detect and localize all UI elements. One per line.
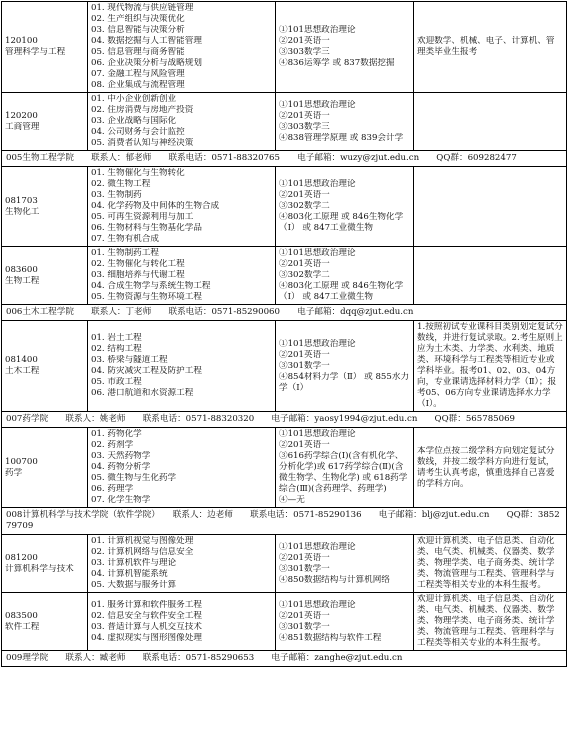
exam-subject: ②201英语一 (279, 610, 330, 621)
exam-subject: ④851数据结构与软件工程 (279, 632, 382, 643)
research-direction: 01. 药物化学 (91, 429, 142, 439)
notes-cell (414, 321, 567, 411)
major-code: 081400 (5, 355, 38, 365)
major-cell (2, 535, 88, 592)
research-direction: 05. 大数据与服务计算 (91, 580, 177, 590)
exam-subject: ②201英语一 (279, 552, 330, 563)
research-directions-cell (88, 2, 276, 92)
exam-subjects-cell (276, 428, 414, 507)
exam-subject: ④—无 (279, 495, 305, 505)
major-row (2, 2, 567, 93)
major-row (2, 247, 567, 305)
research-direction: 02. 生物催化与转化工程 (91, 259, 185, 269)
research-direction: 01. 生物制药工程 (91, 248, 159, 258)
school-header-row: 008计算机科学与技术学院（软件学院） 联系人：边老师 联系电话：0571-85290136 电子邮箱：blj@zjut.edu.cn QQ群：385279709 (2, 508, 567, 535)
exam-subjects-cell (276, 247, 414, 304)
research-direction: 02. 信息安全与软件安全工程 (91, 610, 202, 621)
major-row (2, 535, 567, 593)
exam-subject: ④854材料力学（Ⅱ） 或 855水力学（Ⅰ） (279, 371, 410, 393)
major-cell (2, 321, 88, 411)
exam-subjects-cell (276, 321, 414, 411)
major-cell (2, 593, 88, 650)
notes-cell (414, 593, 567, 650)
major-code: 100700 (5, 456, 38, 467)
research-direction: 03. 普适计算与人机交互技术 (91, 621, 202, 632)
exam-subject: ④850数据结构与计算机网络 (279, 574, 390, 585)
school-header-row: 006土木工程学院 联系人：丁老师 联系电话：0571-85290060 电子邮箱：dqq@zjut.edu.cn (2, 305, 567, 321)
research-direction: 05. 可再生资源利用与加工 (91, 212, 194, 222)
research-direction: 05. 生物资源与生物环境工程 (91, 292, 202, 302)
research-direction: 05. 信息管理与商务智能 (91, 47, 185, 57)
major-name: 计算机科学与技术 (5, 563, 74, 574)
research-direction: 05. 微生物与生化药学 (91, 473, 177, 483)
major-name: 管理科学与工程 (5, 47, 66, 57)
exam-subject: ③303数学三 (279, 121, 330, 132)
major-name: 工商管理 (5, 121, 40, 132)
exam-subject: ④838管理学原理 或 839会计学 (279, 132, 404, 143)
notes-text: 欢迎计算机类、电子信息类、自动化类、电气类、机械类、仪器类、数学类、物理学类、电子商务类、统计学类、物流管理与工程类、管理科学与工程类等相关专业的本科生报考。 (417, 536, 555, 590)
research-direction: 05. 市政工程 (91, 377, 142, 387)
research-directions-cell (88, 247, 276, 304)
exam-subject: ③616药学综合(Ⅰ)(含有机化学、分析化学)或 617药学综合(Ⅱ)(含微生物学、生物化学) 或 618药学综合(Ⅲ)(含药理学、药理学) (279, 451, 408, 494)
exam-subject: ②201英语一 (279, 36, 330, 46)
exam-subject: ①101思想政治理论 (279, 179, 356, 189)
major-name: 药学 (5, 467, 23, 478)
exam-subjects-cell (276, 167, 414, 246)
exam-subject: ③303数学三 (279, 47, 330, 57)
research-direction: 06. 生物材料与生物基化学品 (91, 223, 202, 233)
research-directions-cell (88, 93, 276, 150)
exam-subject: ③302数学二 (279, 201, 330, 211)
exam-subject: ②201英语一 (279, 190, 330, 200)
major-row (2, 93, 567, 151)
school-header-row: 005生物工程学院 联系人：郁老师 联系电话：0571-88320765 电子邮箱：wuzy@zjut.edu.cn QQ群：609282477 (2, 151, 567, 167)
research-direction: 08. 企业集成与流程管理 (91, 80, 185, 90)
notes-text: 欢迎计算机类、电子信息类、自动化类、电气类、机械类、仪器类、数学类、物理学类、电子商务类、统计学类、物流管理与工程类、管理科学与工程类等相关专业的本科生报考。 (417, 594, 555, 648)
exam-subject: ③301数学一 (279, 360, 330, 371)
exam-subject: ①101思想政治理论 (279, 599, 356, 610)
research-direction: 03. 细胞培养与代谢工程 (91, 270, 185, 280)
research-direction: 04. 数据挖掘与人工智能管理 (91, 36, 202, 46)
research-direction: 04. 公司财务与会计监控 (91, 127, 185, 137)
research-direction: 06. 企业决策分析与战略规划 (91, 58, 202, 68)
exam-subject: ②201英语一 (279, 440, 330, 450)
research-direction: 07. 生物有机合成 (91, 234, 159, 244)
major-cell (2, 167, 88, 246)
exam-subject: ④803化工原理 或 846生物化学（Ⅰ） 或 847工业微生物 (279, 281, 404, 302)
major-cell (2, 428, 88, 507)
research-direction: 04. 防灾减灾工程及防护工程 (91, 366, 202, 376)
major-row (2, 321, 567, 412)
major-code: 081703 (5, 195, 38, 206)
notes-cell (414, 93, 567, 150)
exam-subjects-cell (276, 535, 414, 592)
exam-subject: ①101思想政治理论 (279, 99, 356, 110)
school-header-row: 007药学院 联系人：姚老师 联系电话：0571-88320320 电子邮箱：yaosy1994@zjut.edu.cn QQ群：565785069 (2, 412, 567, 428)
research-direction: 03. 天然药物学 (91, 451, 151, 461)
exam-subjects-cell (276, 2, 414, 92)
exam-subject: ④836运筹学 或 837数据挖掘 (279, 58, 395, 68)
exam-subject: ①101思想政治理论 (279, 25, 356, 35)
exam-subject: ①101思想政治理论 (279, 248, 356, 258)
research-directions-cell (88, 167, 276, 246)
exam-subject: ③301数学一 (279, 563, 330, 574)
exam-subject: ①101思想政治理论 (279, 429, 356, 439)
major-cell (2, 93, 88, 150)
research-direction: 01. 生物催化与生物转化 (91, 168, 185, 178)
major-code: 083600 (5, 264, 38, 275)
notes-text: 1.按照初试专业课科目类别划定复试分数线，并进行复试录取。2.考生原则上应为土木类、力学类、水利类、地质类、环境科学与工程类等相近专业或学科毕业。报考01、02、03、04方向，专业课请选择材料力学（Ⅱ）；报考05、06方向专业课请选择水力学（Ⅰ）。 (417, 322, 563, 409)
exam-subject: ①101思想政治理论 (279, 338, 356, 349)
research-direction: 03. 企业战略与国际化 (91, 116, 177, 126)
research-direction: 01. 中小企业创新创业 (91, 94, 177, 104)
notes-cell (414, 428, 567, 507)
research-direction: 03. 桥梁与隧道工程 (91, 355, 168, 365)
research-direction: 03. 信息智能与决策分析 (91, 25, 185, 35)
major-row (2, 428, 567, 508)
research-direction: 07. 金融工程与风险管理 (91, 69, 185, 79)
major-cell (2, 247, 88, 304)
research-directions-cell (88, 535, 276, 592)
major-code: 120200 (5, 110, 38, 121)
major-name: 生物工程 (5, 275, 40, 286)
research-direction: 04. 合成生物学与系统生物工程 (91, 281, 211, 291)
major-row (2, 167, 567, 247)
notes-cell (414, 167, 567, 246)
school-header-row: 009理学院 联系人：臧老师 联系电话：0571-85290653 电子邮箱：zanghe@zjut.edu.cn (2, 651, 567, 667)
research-direction: 02. 计算机网络与信息安全 (91, 547, 194, 557)
research-direction: 02. 药剂学 (91, 440, 134, 450)
research-direction: 01. 岩土工程 (91, 333, 142, 343)
exam-subject: ④803化工原理 或 846生物化学（Ⅰ） 或 847工业微生物 (279, 212, 404, 233)
major-code: 120100 (5, 36, 38, 46)
research-direction: 06. 港口航道和水资源工程 (91, 388, 194, 398)
exam-subject: ③302数学二 (279, 270, 330, 280)
notes-cell (414, 247, 567, 304)
research-direction: 05. 消费者认知与神经决策 (91, 138, 194, 148)
notes-text: 本学位点按二级学科方向划定复试分数线，并按二级学科方向进行复试，请考生认真考虑，慎重选择自己喜爱的学科方向。 (417, 445, 555, 489)
exam-subjects-cell (276, 593, 414, 650)
research-direction: 03. 生物制药 (91, 190, 142, 200)
research-direction: 02. 生产组织与决策优化 (91, 14, 185, 24)
major-name: 软件工程 (5, 621, 40, 632)
notes-text: 欢迎数学、机械、电子、计算机、管理类毕业生报考 (417, 36, 555, 57)
exam-subjects-cell (276, 93, 414, 150)
research-directions-cell (88, 593, 276, 650)
major-row (2, 593, 567, 651)
research-direction: 07. 化学生物学 (91, 495, 151, 505)
major-code: 083500 (5, 610, 38, 621)
research-direction: 04. 化学药物及中间体的生物合成 (91, 201, 220, 211)
research-direction: 03. 计算机软件与理论 (91, 558, 177, 568)
major-name: 生物化工 (5, 206, 40, 217)
research-direction: 01. 现代物流与供应链管理 (91, 3, 194, 13)
major-code: 081200 (5, 552, 38, 563)
research-direction: 04. 药物分析学 (91, 462, 151, 472)
research-direction: 04. 虚拟现实与图形图像处理 (91, 632, 202, 643)
research-direction: 02. 结构工程 (91, 344, 142, 354)
research-directions-cell (88, 321, 276, 411)
research-direction: 01. 计算机视觉与图像处理 (91, 536, 194, 546)
exam-subject: ①101思想政治理论 (279, 541, 356, 552)
research-direction: 02. 微生物工程 (91, 179, 151, 189)
research-direction: 02. 住房消费与房地产投资 (91, 105, 194, 115)
notes-cell (414, 535, 567, 592)
major-cell (2, 2, 88, 92)
exam-subject: ②201英语一 (279, 349, 330, 360)
exam-subject: ②201英语一 (279, 110, 330, 121)
research-directions-cell (88, 428, 276, 507)
exam-subject: ③301数学一 (279, 621, 330, 632)
notes-cell (414, 2, 567, 92)
exam-subject: ②201英语一 (279, 259, 330, 269)
major-name: 土木工程 (5, 366, 40, 376)
research-direction: 04. 计算机智能系统 (91, 569, 168, 579)
research-direction: 01. 服务计算和软件服务工程 (91, 599, 202, 610)
admissions-table (1, 1, 567, 667)
research-direction: 06. 药理学 (91, 484, 134, 494)
